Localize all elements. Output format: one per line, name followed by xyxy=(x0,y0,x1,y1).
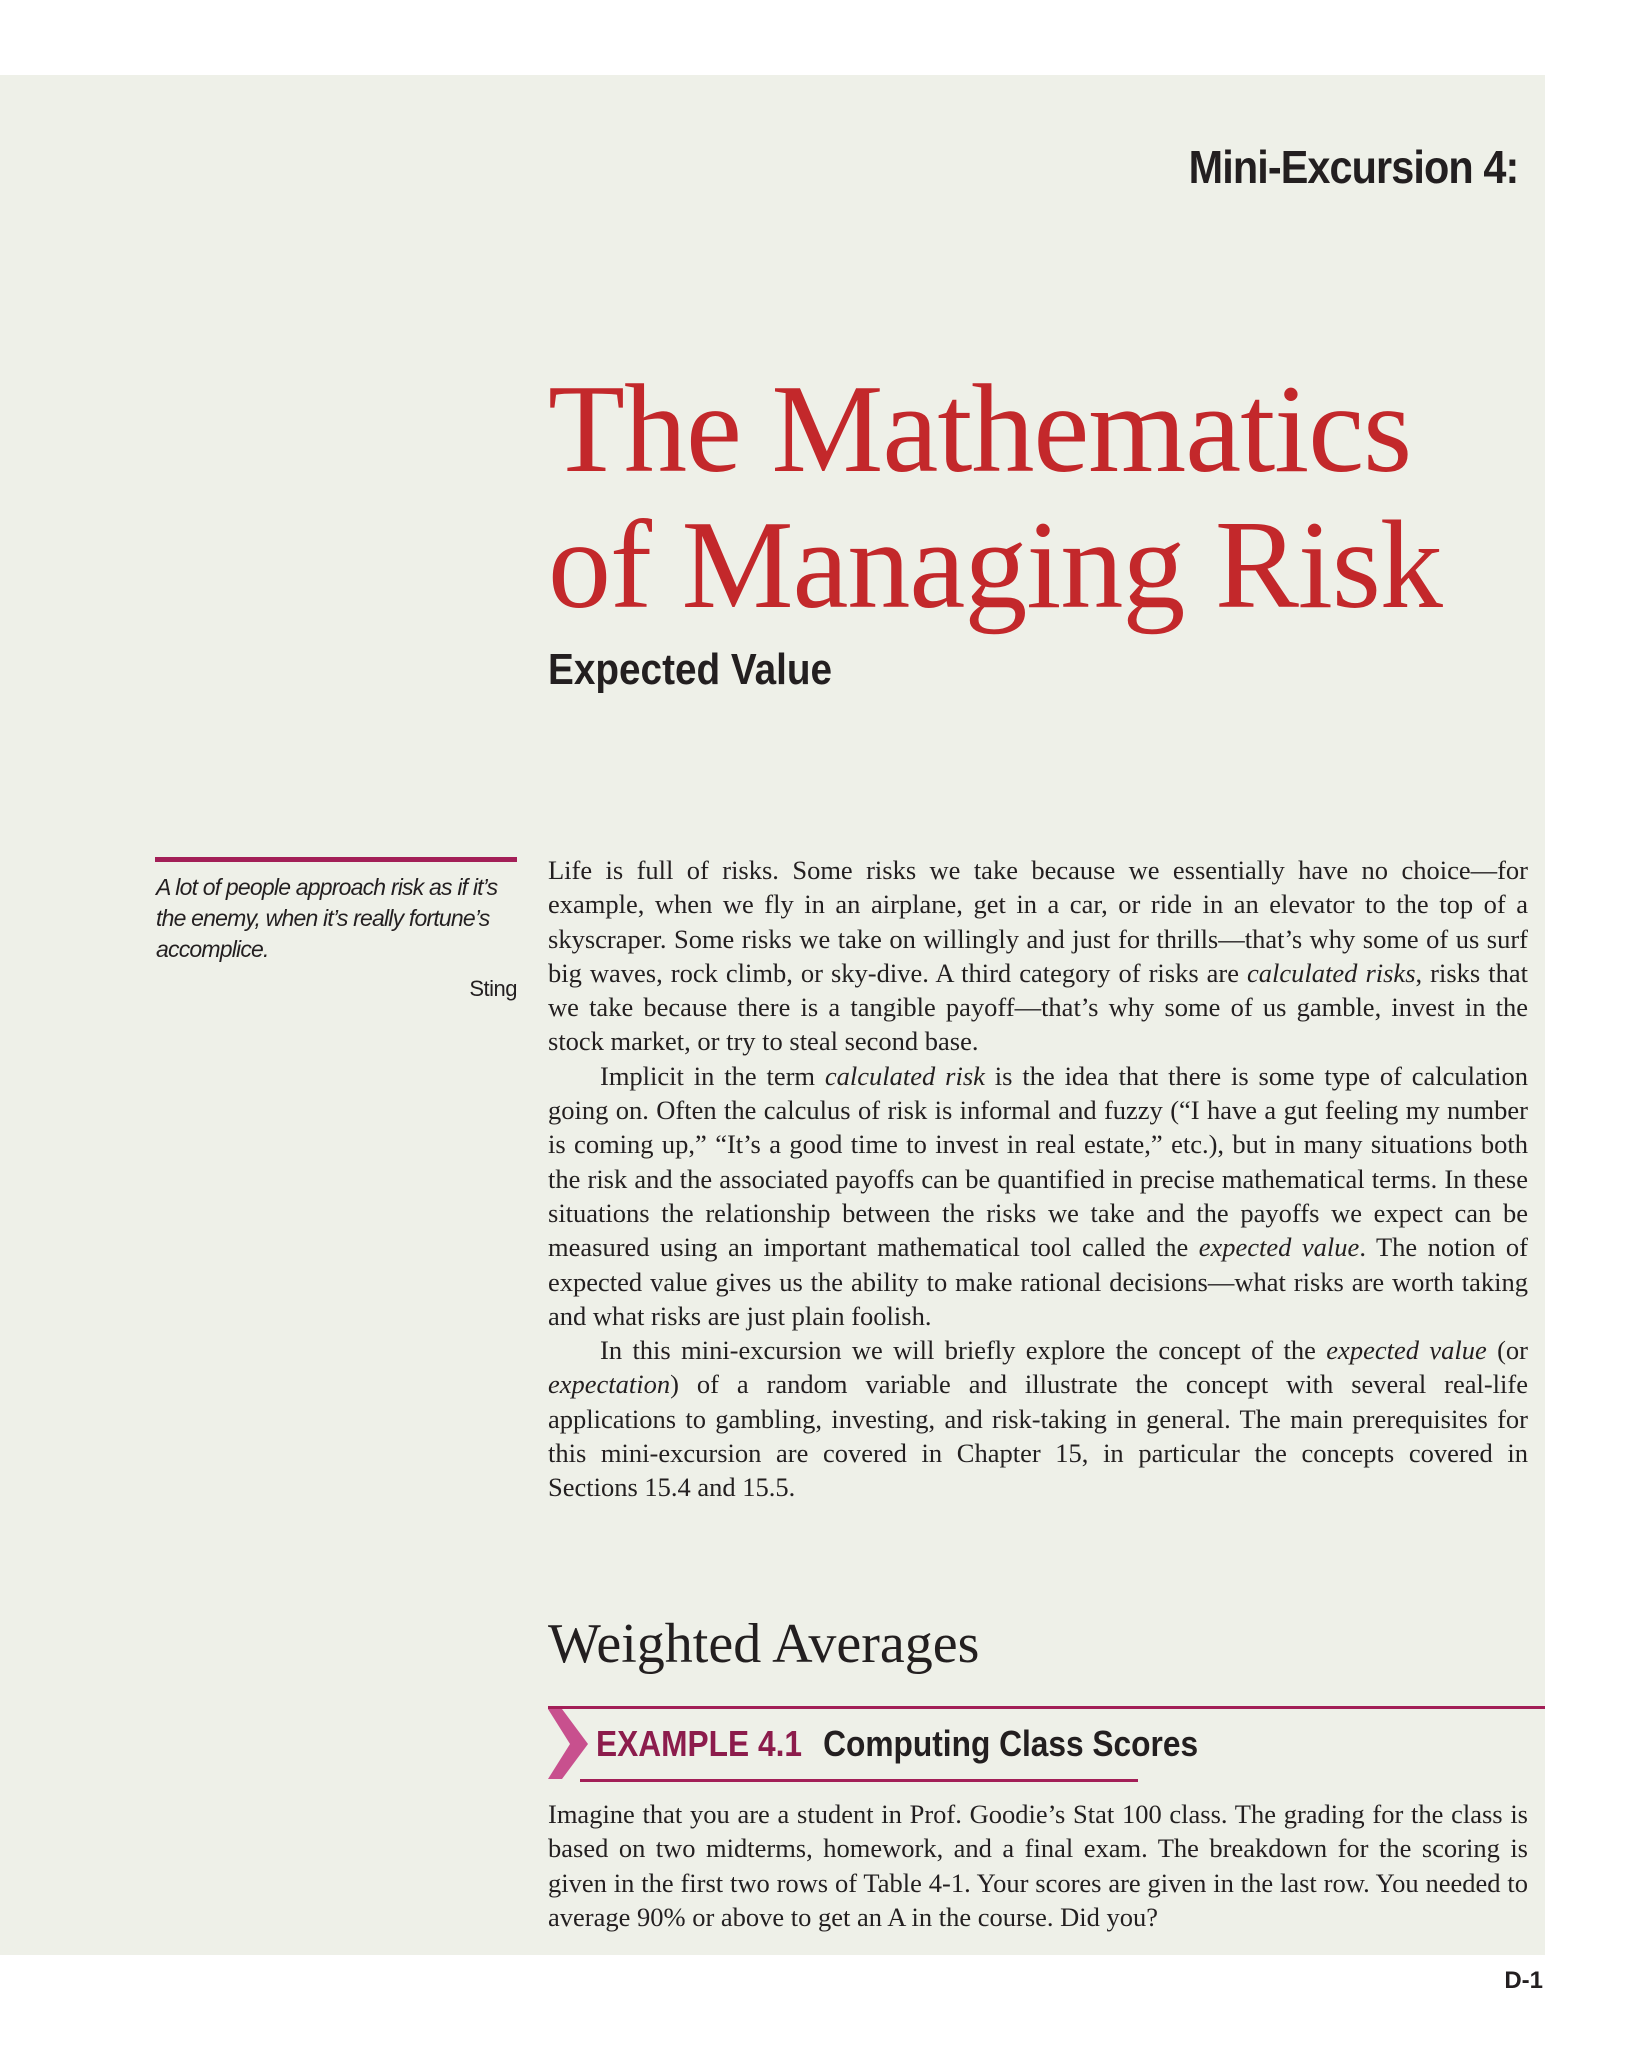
example-body: Imagine that you are a student in Prof. Goodie’s Stat 100 class. The grading for the class is based on two midterms, homework, and a final exam. The breakdown for the scoring is given in the first two rows of Table 4-1. Your scores are given in the last row. You needed to average 90% or above to get an A in the course. Did you? xyxy=(548,1799,1528,1932)
example-heading xyxy=(596,1723,1198,1765)
chapter-title xyxy=(548,362,1442,634)
chapter-subtitle: Expected Value xyxy=(548,645,833,694)
intro-paragraph-1 xyxy=(548,853,1528,1059)
text-run: In this mini-excursion we will briefly explore the concept of the xyxy=(600,1335,1327,1366)
example-label: EXAMPLE xyxy=(596,1723,750,1764)
emphasis: calculated risk xyxy=(824,1060,985,1091)
section-heading: Weighted Averages xyxy=(548,1613,980,1675)
text-run: ) of a random variable and illustrate the concept with several real-life applications to gambling, investing, and risk-taking in general. The main prerequisites for this mini-excursion are covered in Chapter 15, in particular the concepts covered in Sections 15.4 and 15.5. xyxy=(548,1369,1528,1503)
emphasis: expected value xyxy=(1198,1232,1360,1263)
text-run: is the idea that there is some type of calculation going on. Often the calculus of risk is informal and fuzzy (“I have a gut feeling my number is coming up,” “It’s a good time to invest in real estate,” etc.), but in many situations both the risk and the associated payoffs can be quantified in precise mathematical terms. In these situations the relationship between the risks we take and the payoffs we expect can be measured using an important mathematical tool called the xyxy=(548,1060,1529,1263)
intro-paragraph-3 xyxy=(548,1333,1528,1504)
text-run: . The notion of expected value gives us the ability to make rational decisions—what risks are worth taking and what risks are just plain foolish. xyxy=(548,1232,1529,1331)
mini-excursion-label: Mini-Excursion 4: xyxy=(1188,141,1518,193)
example-number: 4.1 xyxy=(757,1723,803,1764)
example-rule-top xyxy=(548,1706,1545,1709)
example-title: Computing Class Scores xyxy=(823,1723,1199,1764)
emphasis: calculated risks xyxy=(1247,957,1416,988)
intro-text xyxy=(548,853,1528,1505)
intro-paragraph-2 xyxy=(548,1059,1528,1333)
chapter-title-line-1: The Mathematics xyxy=(548,360,1412,499)
page-number: D-1 xyxy=(1504,1967,1543,1994)
example-rule-bottom xyxy=(580,1779,1138,1782)
emphasis: expectation xyxy=(548,1369,671,1400)
epigraph-text: A lot of people approach risk as if it’s the enemy, when it’s really fortune’s accomplice. xyxy=(156,874,498,962)
chapter-title-line-2: of Managing Risk xyxy=(548,496,1442,635)
text-run: , risks that we take because there is a tangible payoff—that’s why some of us gamble, invest in the stock market, or try to steal second base. xyxy=(548,957,1528,1057)
text-run: (or xyxy=(1486,1335,1529,1366)
text-run: Life is full of risks. Some risks we take because we essentially have no choice—for example, when we fly in an airplane, get in a car, or ride in an elevator to the top of a skyscraper. Some risks we take on willingly and just for thrills—that’s why some of us surf big waves, rock climb, or sky-dive. A third category of risks are xyxy=(548,855,1528,988)
epigraph-author: Sting xyxy=(469,976,517,1001)
epigraph-rule xyxy=(155,857,517,862)
text-run: Implicit in the term xyxy=(600,1060,825,1091)
example-arrow-icon xyxy=(548,1709,588,1779)
emphasis: expected value xyxy=(1326,1335,1487,1366)
